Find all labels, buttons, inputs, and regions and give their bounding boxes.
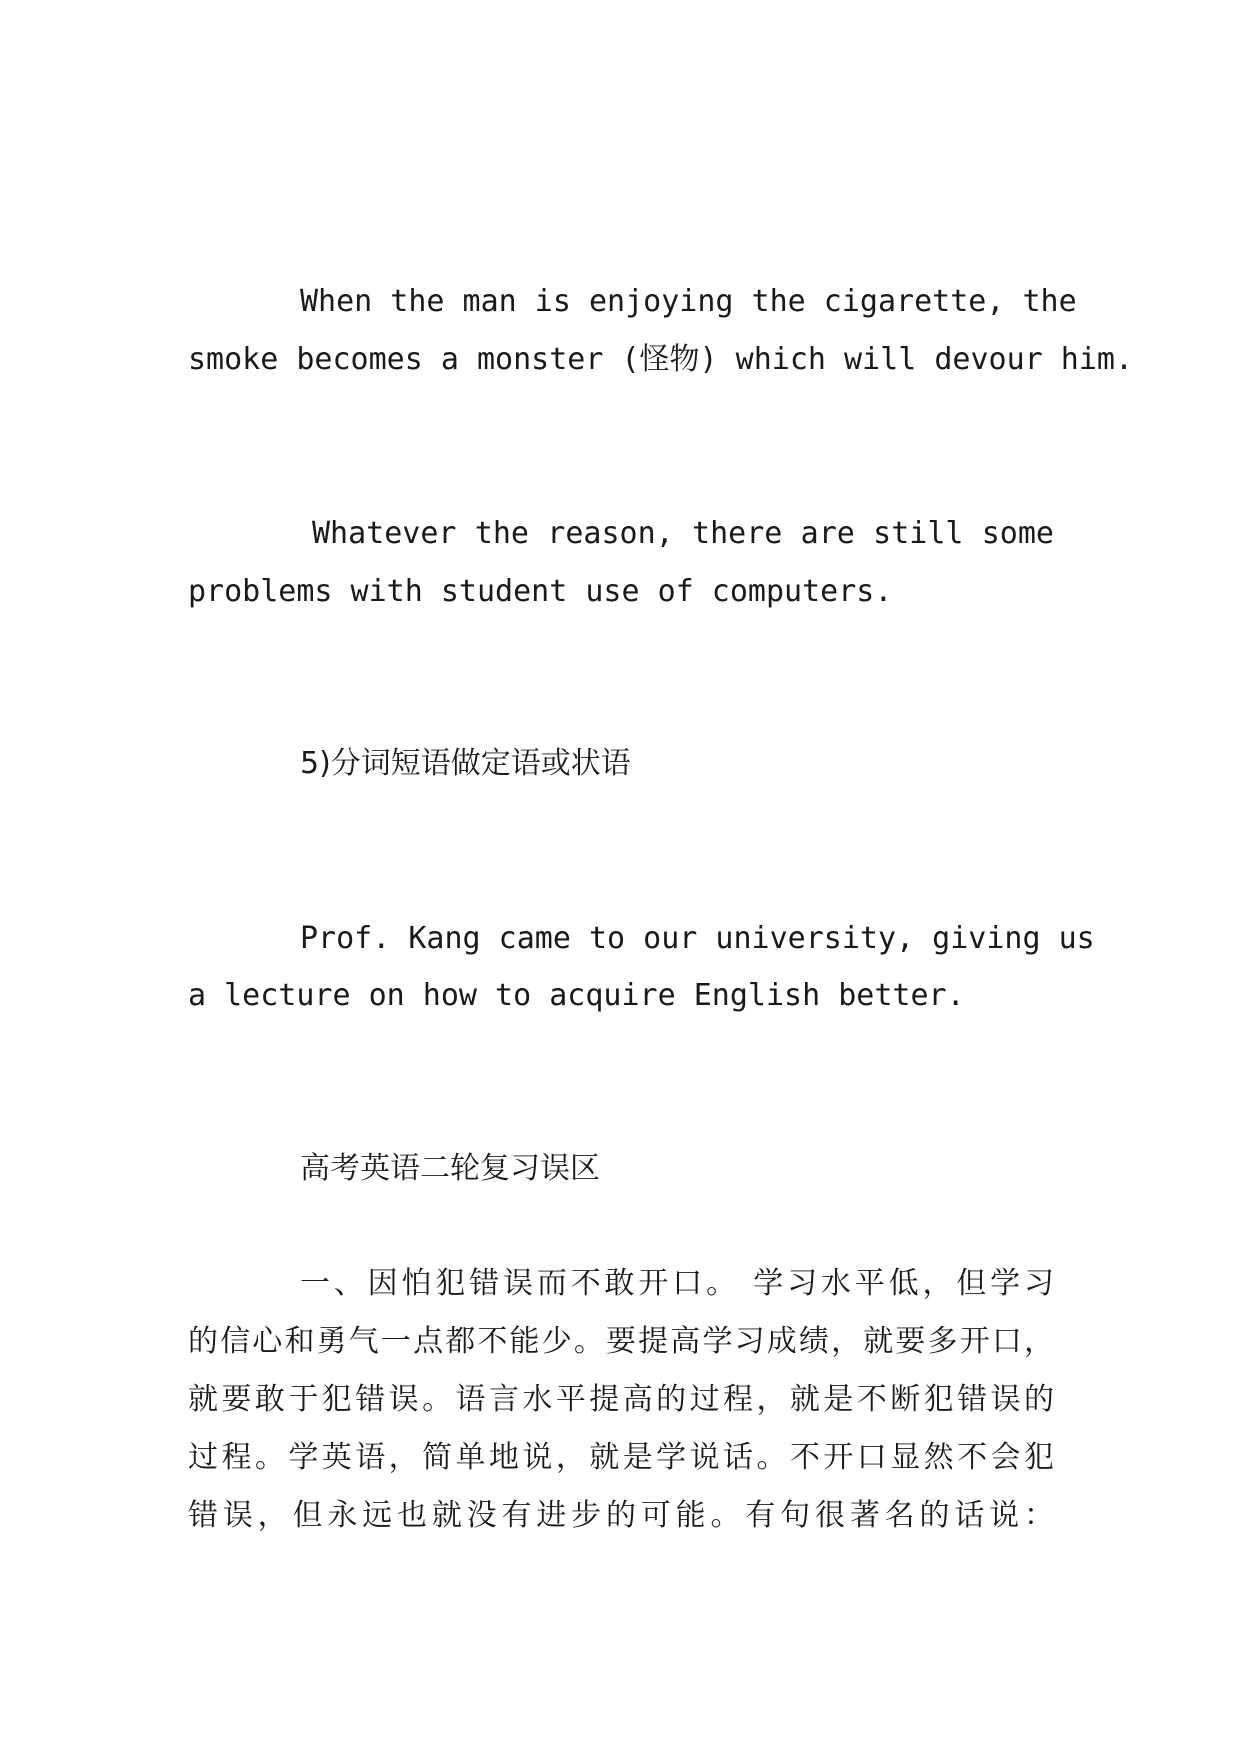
paragraph-4-line-2: 的信心和勇气一点都不能少。要提高学习成绩，就要多开口， xyxy=(188,1324,1054,1359)
paragraph-1-line-1: When the man is enjoying the cigarette, the xyxy=(300,284,1077,319)
paragraph-4-line-3: 就要敢于犯错误。语言水平提高的过程，就是不断犯错误的 xyxy=(188,1382,1054,1417)
paragraph-2-line-1: Whatever the reason, there are still some xyxy=(312,516,1054,551)
paragraph-4-line-4: 过程。学英语，简单地说，就是学说话。不开口显然不会犯 xyxy=(188,1440,1054,1475)
paragraph-3-line-2: a lecture on how to acquire English better. xyxy=(188,978,965,1013)
heading-participle-phrase: 5)分词短语做定语或状语 xyxy=(300,746,631,781)
paragraph-4-line-5: 错误，但永远也就没有进步的可能。有句很著名的话说： xyxy=(188,1498,1054,1533)
paragraph-2-line-2: problems with student use of computers. xyxy=(188,574,893,609)
section-title: 高考英语二轮复习误区 xyxy=(300,1151,600,1186)
paragraph-3-line-1: Prof. Kang came to our university, giving us xyxy=(300,921,1095,956)
paragraph-4-line-1: 一、因怕犯错误而不敢开口。 学习水平低，但学习 xyxy=(300,1266,1054,1301)
paragraph-1-line-2: smoke becomes a monster (怪物) which will devour him. xyxy=(188,342,1134,377)
